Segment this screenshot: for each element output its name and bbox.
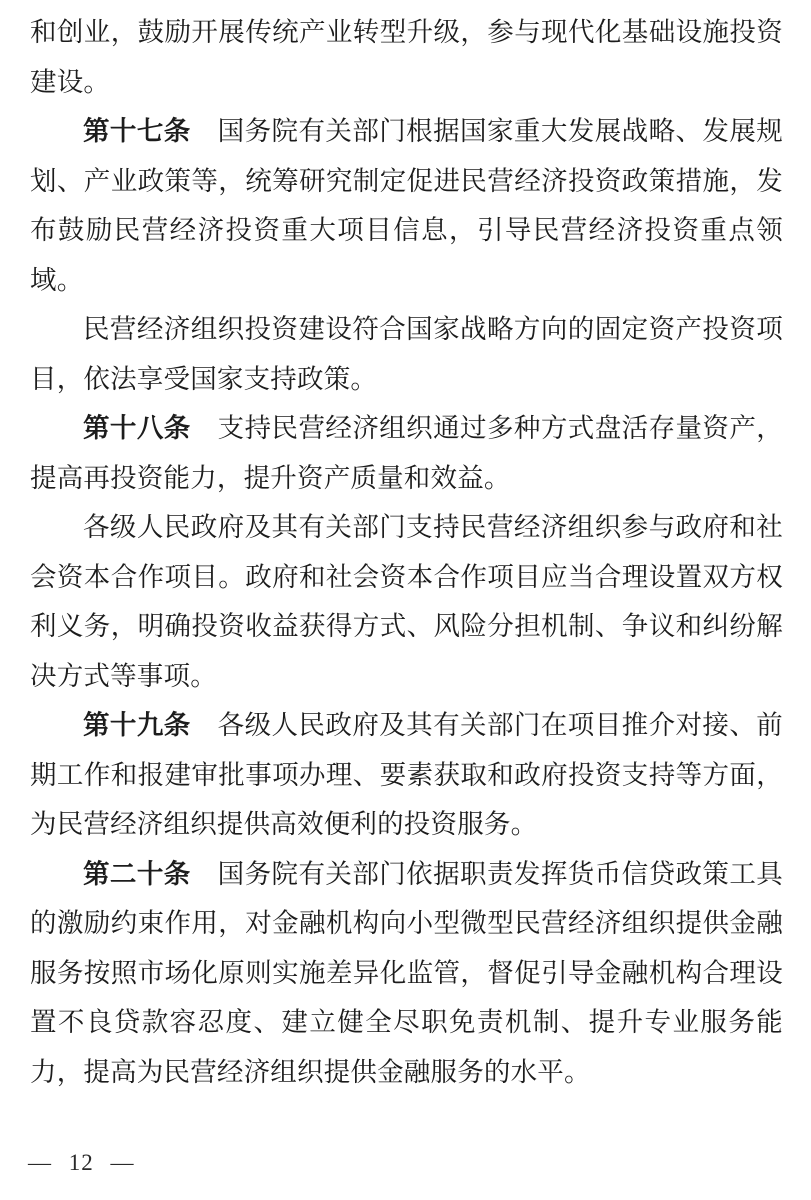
paragraph-text: 国务院有关部门依据职责发挥货币信贷政策工具的激励约束作用，对金融机构向小型微型民营经济组织提供金融服务按照市场化原则实施差异化监管，督促引导金融机构合理设置不良贷款容忍度、建立健全尽职免责机制、提升专业服务能力，提高为民营经济组织提供金融服务的水平。 bbox=[30, 858, 783, 1087]
page-number: — 12 — bbox=[28, 1150, 135, 1175]
paragraph-text: 和创业，鼓励开展传统产业转型升级，参与现代化基础设施投资建设。 bbox=[30, 17, 783, 97]
paragraph bbox=[30, 305, 783, 404]
article-number: 第十九条 bbox=[83, 710, 191, 740]
paragraph bbox=[30, 404, 783, 503]
article-number: 第十八条 bbox=[83, 413, 191, 443]
article-number: 第十七条 bbox=[83, 116, 191, 146]
paragraph bbox=[30, 107, 783, 305]
paragraph-text: 各级人民政府及其有关部门在项目推介对接、前期工作和报建审批事项办理、要素获取和政府投资支持等方面，为民营经济组织提供高效便利的投资服务。 bbox=[30, 710, 783, 839]
article-number: 第二十条 bbox=[83, 858, 191, 889]
document-body bbox=[30, 8, 783, 1097]
paragraph-text: 支持民营经济组织通过多种方式盘活存量资产，提高再投资能力，提升资产质量和效益。 bbox=[30, 413, 783, 493]
paragraph bbox=[30, 701, 783, 850]
paragraph-text: 国务院有关部门根据国家重大发展战略、发展规划、产业政策等，统筹研究制定促进民营经济投资政策措施，发布鼓励民营经济投资重大项目信息，引导民营经济投资重点领域。 bbox=[30, 116, 783, 295]
paragraph bbox=[30, 8, 783, 107]
paragraph bbox=[30, 850, 783, 1098]
paragraph bbox=[30, 503, 783, 701]
paragraph-text: 各级人民政府及其有关部门支持民营经济组织参与政府和社会资本合作项目。政府和社会资本合作项目应当合理设置双方权利义务，明确投资收益获得方式、风险分担机制、争议和纠纷解决方式等事项。 bbox=[30, 512, 783, 691]
paragraph-text: 民营经济组织投资建设符合国家战略方向的固定资产投资项目，依法享受国家支持政策。 bbox=[30, 314, 783, 394]
